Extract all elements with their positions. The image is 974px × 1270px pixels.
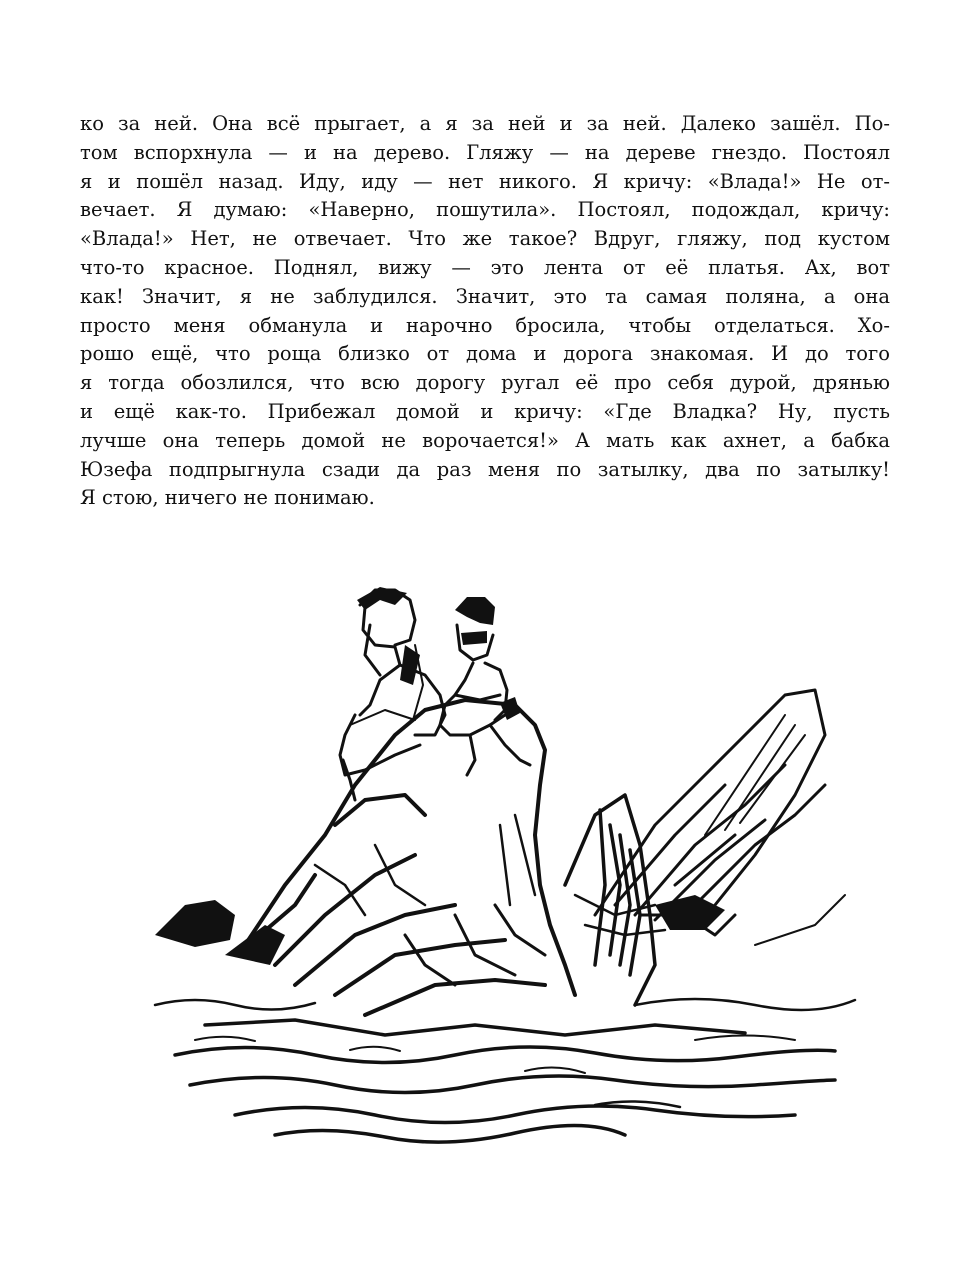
text-line: что-то красное. Поднял, вижу — это лента от её платья. Ах, вот <box>80 255 890 279</box>
text-line: Я стою, ничего не понимаю. <box>80 486 375 510</box>
water-ripples <box>155 999 855 1142</box>
text-line: лучше она теперь домой не ворочается!» А мать как ахнет, а бабка <box>80 428 890 452</box>
text-line: я и пошёл назад. Иду, иду — нет никого. Я кричу: «Влада!» Не от- <box>80 169 890 193</box>
ink-illustration-children-on-rock <box>95 585 865 1145</box>
text-line: «Влада!» Нет, не отвечает. Что же такое? Вдруг, гляжу, под кустом <box>80 227 890 251</box>
boy-figure <box>340 587 445 800</box>
text-line: ко за ней. Она всё прыгает, а я за ней и за ней. Далеко зашёл. По- <box>80 112 890 135</box>
text-line: как! Значит, я не заблудился. Значит, это та самая поляна, а она <box>80 284 890 308</box>
text-line: том вспорхнула — и на дерево. Гляжу — на дереве гнездо. Постоял <box>80 140 890 164</box>
main-rock <box>155 700 575 1015</box>
girl-figure <box>440 597 530 775</box>
text-line: я тогда обозлился, что всю дорогу ругал её про себя дурой, дрянью <box>80 371 890 395</box>
body-text <box>80 110 890 513</box>
text-line: рошо ещё, что роща близко от дома и дорога знакомая. И до того <box>80 342 890 366</box>
text-line: Юзефа подпрыгнула сзади да раз меня по затылку, два по затылку! <box>80 457 890 481</box>
text-line: вечает. Я думаю: «Наверно, пошутила». Постоял, подождал, кричу: <box>80 198 890 222</box>
text-line: просто меня обманула и нарочно бросила, чтобы отделаться. Хо- <box>80 313 890 337</box>
text-line: и ещё как-то. Прибежал домой и кричу: «Где Владка? Ну, пусть <box>80 399 890 423</box>
